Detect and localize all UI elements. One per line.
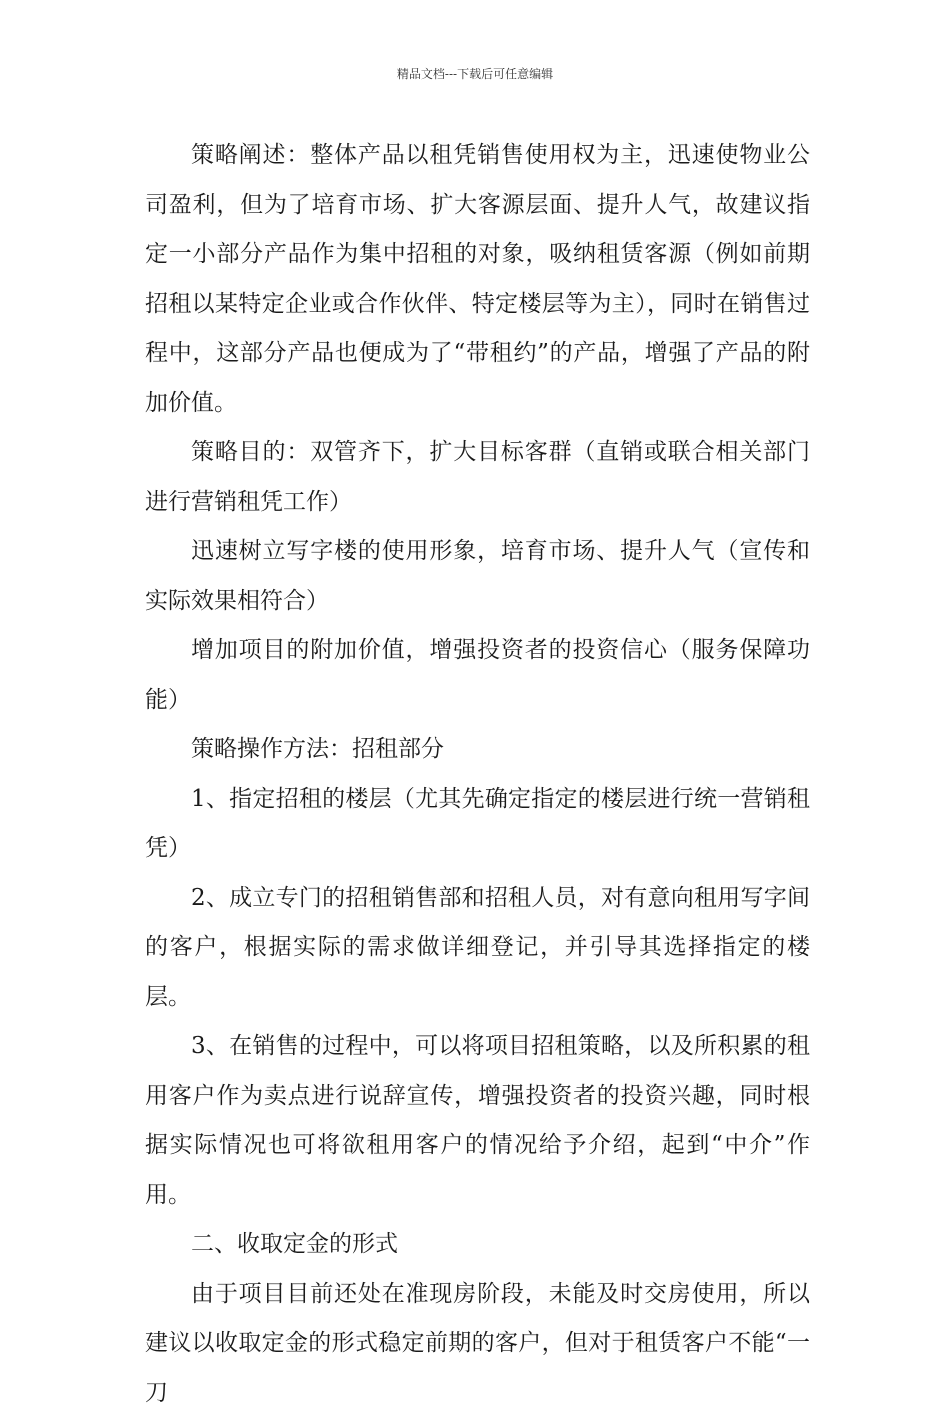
paragraph-operation-method: 策略操作方法：招租部分 bbox=[145, 725, 810, 775]
paragraph-office-image: 迅速树立写字楼的使用形象，培育市场、提升人气（宣传和实际效果相符合） bbox=[145, 527, 810, 626]
paragraph-item-2: 2、成立专门的招租销售部和招租人员，对有意向租用写字间的客户，根据实际的需求做详细登记，并引导其选择指定的楼层。 bbox=[145, 874, 810, 1023]
paragraph-strategy-purpose: 策略目的：双管齐下，扩大目标客群（直销或联合相关部门进行营销租凭工作） bbox=[145, 428, 810, 527]
paragraph-deposit: 由于项目目前还处在准现房阶段，未能及时交房使用，所以建议以收取定金的形式稳定前期的客户，但对于租赁客户不能“一刀 bbox=[145, 1270, 810, 1418]
section-heading-deposit: 二、收取定金的形式 bbox=[145, 1220, 810, 1270]
paragraph-strategy-description: 策略阐述：整体产品以租凭销售使用权为主，迅速使物业公司盈利，但为了培育市场、扩大客源层面、提升人气，故建议指定一小部分产品作为集中招租的对象，吸纳租赁客源（例如前期招租以某特定企业或合作伙伴、特定楼层等为主），同时在销售过程中，这部分产品也便成为了“带租约”的产品，增强了产品的附加价值。 bbox=[145, 131, 810, 428]
paragraph-item-1: 1、指定招租的楼层（尤其先确定指定的楼层进行统一营销租凭） bbox=[145, 775, 810, 874]
paragraph-item-3: 3、在销售的过程中，可以将项目招租策略，以及所积累的租用客户作为卖点进行说辞宣传，增强投资者的投资兴趣，同时根据实际情况也可将欲租用客户的情况给予介绍，起到“中介”作用。 bbox=[145, 1022, 810, 1220]
document-body bbox=[145, 131, 810, 1418]
page-header: 精品文档---下载后可任意编辑 bbox=[0, 66, 950, 82]
paragraph-added-value: 增加项目的附加价值，增强投资者的投资信心（服务保障功能） bbox=[145, 626, 810, 725]
